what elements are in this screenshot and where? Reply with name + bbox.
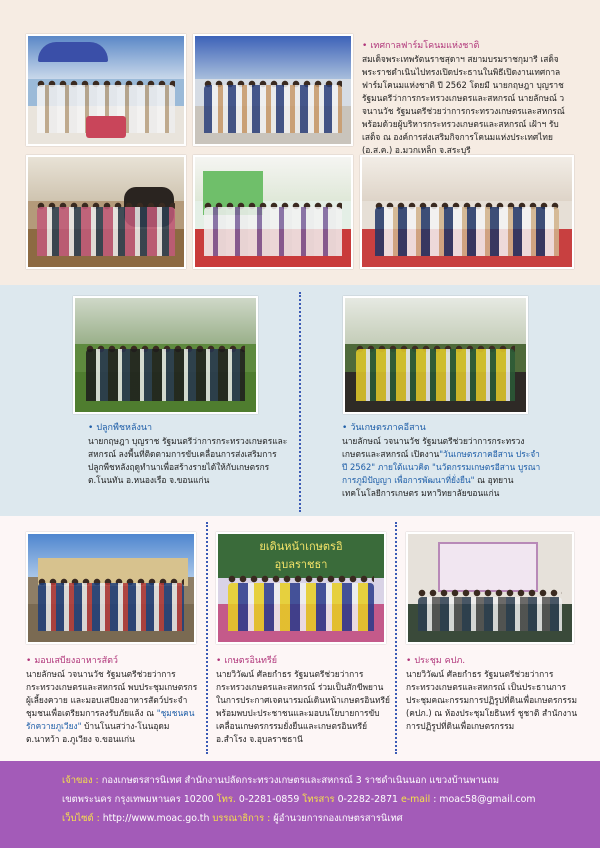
heading-dairy-festival: • เทศกาลฟาร์มโคนมแห่งชาติ — [362, 41, 480, 51]
heading-animal-feed: • มอบเสบียงอาหารสัตว์ — [26, 656, 118, 666]
photo-dairy-festival-3 — [26, 155, 186, 269]
photo-organic-agriculture — [216, 532, 386, 644]
caption-dairy-festival: • เทศกาลฟาร์มโคนมแห่งชาติ สมเด็จพระเทพรัตนราชสุดาฯ สยามบรมราชกุมารี เสด็จพระราชดำเนินไปทรงเปิดประธานในพิธีเปิดงานเทศกาลฟาร์มโคนมแห่งชาติ ปี 2562 โดยมี นายกฤษฎา บุญราช รัฐมนตรีว่าการกระทรวงเกษตรและสหกรณ์ นายลักษณ์ วจนานวัช รัฐมนตรีช่วยว่าการกระทรวงเกษตรและสหกรณ์ พร้อมด้วยผู้บริหารกระทรวงเกษตรและสหกรณ์ เฝ้าฯ รับเสด็จ ณ องค์การส่งเสริมกิจการโคนมแห่งประเทศไทย (อ.ส.ค.) อ.มวกเหล็ก จ.สระบุรี — [362, 40, 576, 157]
heading-alro-meeting: • ประชุม คปภ. — [406, 656, 466, 666]
photo-dairy-festival-4 — [193, 155, 353, 269]
footer-email-link[interactable]: : moac58@gmail.com — [433, 794, 536, 805]
bullet-dot-icon: • — [26, 656, 32, 666]
heading-isan-agriculture-day: • วันเกษตรภาคอีสาน — [342, 423, 426, 433]
bullet-dot-icon: • — [362, 41, 368, 51]
photo-isan-agriculture-day — [343, 296, 528, 414]
divider-vertical-lower-left — [206, 522, 208, 754]
photo-alro-meeting — [406, 532, 574, 644]
photo-dairy-festival-2 — [193, 34, 353, 146]
heading-post-rice-planting: • ปลูกพืชหลังนา — [88, 423, 153, 433]
footer-publication-info — [0, 761, 600, 848]
heading-organic-agriculture: • เกษตรอินทรีย์ — [216, 656, 278, 666]
bullet-dot-icon: • — [88, 423, 94, 433]
divider-vertical-middle — [299, 292, 301, 512]
footer-website-link[interactable]: http://www.moac.go.th — [102, 813, 210, 824]
caption-isan-agriculture-day: • วันเกษตรภาคอีสาน นายลักษณ์ วจนานวัช รัฐมนตรีช่วยว่าการกระทรวงเกษตรและสหกรณ์ เปิดงาน"วันเกษตรภาคอีสาน ประจำปี 2562" ภายใต้แนวคิด "นวัตกรรมเกษตรอีสาน บูรณาการภูมิปัญญา เพื่อการพัฒนาที่ยั่งยืน" ณ อุทยานเทคโนโลยีการเกษตร มหาวิทยาลัยขอนแก่น — [342, 423, 541, 498]
photo-dairy-festival-1 — [26, 34, 186, 146]
footer-owner-line: เจ้าของ : กองเกษตรสารนิเทศ สำนักงานปลัดกระทรวงเกษตรและสหกรณ์ 3 ราชดำเนินนอก แขวงบ้านพานถม — [62, 775, 500, 786]
photo-dairy-festival-5 — [360, 155, 574, 269]
footer-web-line: เว็บไซต์ : http://www.moac.go.th บรรณาธิการ : ผู้อำนวยการกองเกษตรสารนิเทศ — [62, 813, 403, 824]
bullet-dot-icon: • — [342, 423, 348, 433]
caption-post-rice-planting: • ปลูกพืชหลังนา นายกฤษฎา บุญราช รัฐมนตรีว่าการกระทรวงเกษตรและสหกรณ์ ลงพื้นที่ติดตามการขับเคลื่อนการส่งเสริมการปลูกพืชหลังฤดูทำนาเพื่อสร้างรายได้ให้กับเกษตรกร ต.โนนทัน อ.หนองเรือ จ.ขอนแก่น — [88, 423, 288, 485]
bullet-dot-icon: • — [216, 656, 222, 666]
caption-alro-meeting: • ประชุม คปภ. นายวิวัฒน์ ศัลยกำธร รัฐมนตรีช่วยว่าการกระทรวงเกษตรและสหกรณ์ เป็นประธานการประชุมคณะกรรมการปฏิรูปที่ดินเพื่อเกษตรกรรม (คปภ.) ณ ห้องประชุมโยธินทร์ ชูชาติ สำนักงานการปฏิรูปที่ดินเพื่อเกษตรกรรม — [406, 655, 582, 733]
divider-vertical-lower-right — [395, 522, 397, 754]
photo-post-rice-planting — [73, 296, 258, 414]
photo-animal-feed — [26, 532, 196, 644]
caption-animal-feed: • มอบเสบียงอาหารสัตว์ นายลักษณ์ วจนานวัช รัฐมนตรีช่วยว่าการกระทรวงเกษตรและสหกรณ์ พบประชุมเกษตรกรผู้เลี้ยงควาย และมอบเสบียงอาหารสัตว์ประจำชุมชนเพื่อเตรียมการลงรับภัยแล้ง ณ "ชุมชนคนรักควายภูเวียง" บ้านโนนสว่าง-โนนอุดม ต.นาหว้า อ.ภูเวียง จ.ขอนแก่น — [26, 655, 201, 746]
organic-banner: ยเดินหน้าเกษตรอิ อุบลราชธา — [218, 534, 384, 578]
footer-contact-line: เขตพระนคร กรุงเทพมหานคร 10200 โทร. 0-2281-0859 โทรสาร 0-2282-2871 e-mail : moac58@gmail.com — [62, 794, 536, 805]
bullet-dot-icon: • — [406, 656, 412, 666]
caption-organic-agriculture: • เกษตรอินทรีย์ นายวิวัฒน์ ศัลยกำธร รัฐมนตรีช่วยว่าการกระทรวงเกษตรและสหกรณ์ ร่วมเป็นสักขีพยานในการประกาศเจตนารมณ์เดินหน้าเกษตรอินทรีย์ พร้อมพบปะประชาชนและมอบนโยบายการขับเคลื่อนเกษตรกรรมยั่งยืนและเกษตรอินทรีย์ อ.สำโรง จ.อุบลราชธานี — [216, 655, 392, 746]
